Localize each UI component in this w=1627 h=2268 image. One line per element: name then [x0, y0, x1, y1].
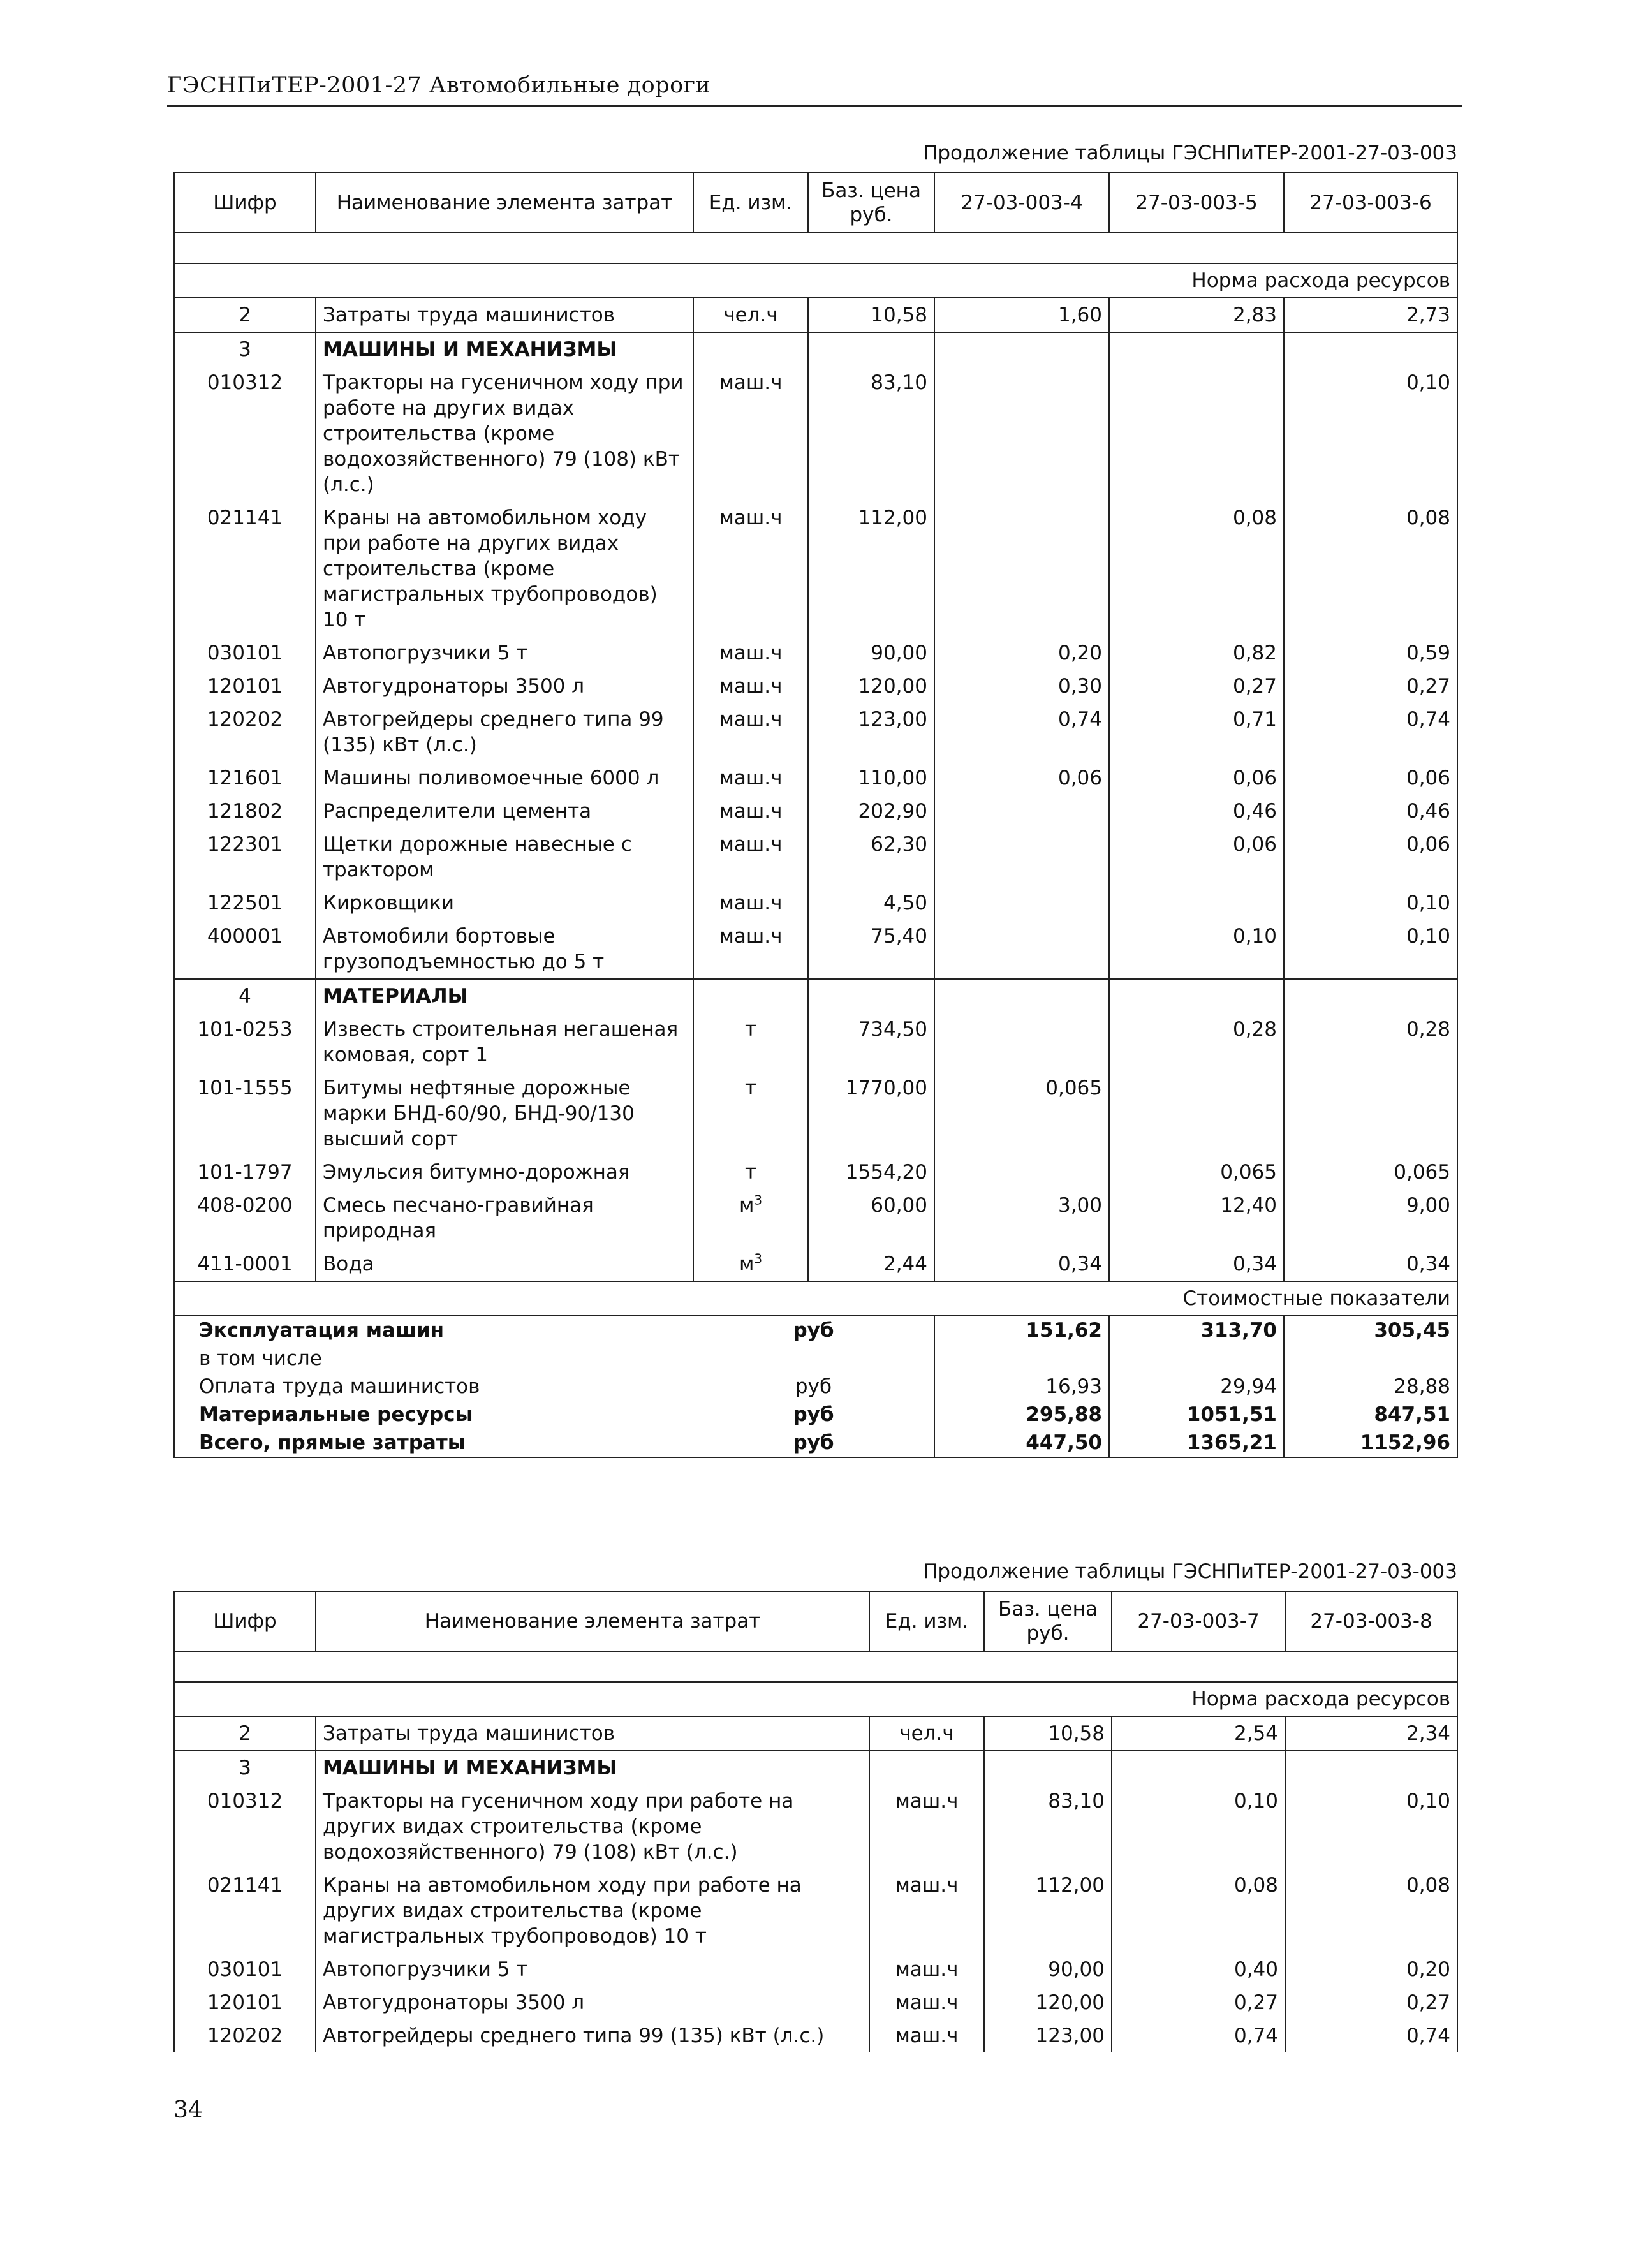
col-header-unit: Ед. изм. — [693, 173, 808, 233]
table-row: 030101 Автопогрузчики 5 т маш.ч 90,00 0,40 0,20 — [174, 1953, 1457, 1986]
page-number: 34 — [173, 2097, 203, 2123]
resource-table-1 — [173, 172, 1458, 1458]
table1-machines-body — [174, 366, 1457, 979]
table-row: 101-1797 Эмульсия битумно-дорожная т 1554,20 0,065 0,065 — [174, 1156, 1457, 1189]
col-header-norm-4: 27-03-003-4 — [934, 173, 1109, 233]
table1-costs-body — [174, 1316, 1457, 1457]
col-header-code: Шифр — [174, 1591, 316, 1651]
col-header-norm-5: 27-03-003-5 — [1109, 173, 1284, 233]
cost-row: в том числе — [174, 1344, 1457, 1373]
table1-header-row — [174, 173, 1457, 233]
table-row: 122501 Кирковщики маш.ч 4,50 0,10 — [174, 887, 1457, 920]
table-row: 2 Затраты труда машинистов чел.ч 10,58 1,60 2,83 2,73 — [174, 298, 1457, 332]
cost-row: Оплата труда машинистов руб 16,93 29,94 28,88 — [174, 1373, 1457, 1401]
col-header-unit: Ед. изм. — [869, 1591, 984, 1651]
table-row: 120101 Автогудронаторы 3500 л маш.ч 120,00 0,27 0,27 — [174, 1986, 1457, 2019]
col-header-price: Баз. цена руб. — [984, 1591, 1112, 1651]
table-row: 121802 Распределители цемента маш.ч 202,90 0,46 0,46 — [174, 795, 1457, 828]
table-row: 101-0253 Известь строительная негашеная комовая, сорт 1 т 734,50 0,28 0,28 — [174, 1013, 1457, 1071]
cost-row: Эксплуатация машин руб 151,62 313,70 305,45 — [174, 1316, 1457, 1344]
section-materials-row: 4 МАТЕРИАЛЫ — [174, 979, 1457, 1013]
table-row: 120101 Автогудронаторы 3500 л маш.ч 120,00 0,30 0,27 0,27 — [174, 670, 1457, 703]
table-row: 411-0001 Вода $м^3$ 2,44 0,34 0,34 0,34 — [174, 1248, 1457, 1281]
section-machines-row: 3 МАШИНЫ И МЕХАНИЗМЫ — [174, 332, 1457, 366]
cost-row: Материальные ресурсы руб 295,88 1051,51 847,51 — [174, 1401, 1457, 1429]
table-row: 021141 Краны на автомобильном ходу при работе на других видах строительства (кроме магистральных трубопроводов) 10 т маш.ч 112,00 0,08 0,08 — [174, 1869, 1457, 1953]
table-row: 122301 Щетки дорожные навесные с трактором маш.ч 62,30 0,06 0,06 — [174, 828, 1457, 887]
col-header-norm-7: 27-03-003-7 — [1112, 1591, 1285, 1651]
table-row: 021141 Краны на автомобильном ходу при работе на других видах строительства (кроме магистральных трубопроводов) 10 т маш.ч 112,00 0,08 0,08 — [174, 501, 1457, 637]
table-row: 101-1555 Битумы нефтяные дорожные марки БНД-60/90, БНД-90/130 высший сорт т 1770,00 0,065 — [174, 1071, 1457, 1156]
page-header — [167, 61, 1462, 107]
table-row: 010312 Тракторы на гусеничном ходу при работе на других видах строительства (кроме водохозяйственного) 79 (108) кВт (л.с.) маш.ч 83,10 0,10 0,10 — [174, 1785, 1457, 1869]
col-header-price: Баз. цена руб. — [808, 173, 934, 233]
table-row: 120202 Автогрейдеры среднего типа 99 (135) кВт (л.с.) маш.ч 123,00 0,74 0,74 — [174, 2019, 1457, 2052]
col-header-name: Наименование элемента затрат — [316, 1591, 869, 1651]
table-row: 010312 Тракторы на гусеничном ходу при работе на других видах строительства (кроме водохозяйственного) 79 (108) кВт (л.с.) маш.ч 83,10 0,10 — [174, 366, 1457, 501]
table1-cost-caption: Стоимостные показатели — [174, 1281, 1457, 1316]
col-header-norm-8: 27-03-003-8 — [1285, 1591, 1457, 1651]
table-row: 408-0200 Смесь песчано-гравийная природная $м^3$ 60,00 3,00 12,40 9,00 — [174, 1189, 1457, 1248]
col-header-name: Наименование элемента затрат — [316, 173, 693, 233]
resource-table-2 — [173, 1591, 1458, 2052]
page-header-title: ГЭСНПиТЕР-2001-27 Автомобильные дороги — [167, 73, 711, 98]
col-header-code: Шифр — [174, 173, 316, 233]
table2-norma-caption: Норма расхода ресурсов — [174, 1682, 1457, 1716]
table-row: 400001 Автомобили бортовые грузоподъемностью до 5 т маш.ч 75,40 0,10 0,10 — [174, 920, 1457, 979]
table-row: 2 Затраты труда машинистов чел.ч 10,58 2,54 2,34 — [174, 1716, 1457, 1751]
table-row: 121601 Машины поливомоечные 6000 л маш.ч 110,00 0,06 0,06 0,06 — [174, 762, 1457, 795]
table2-continuation-title: Продолжение таблицы ГЭСНПиТЕР-2001-27-03-003 — [923, 1560, 1457, 1583]
table-row: 030101 Автопогрузчики 5 т маш.ч 90,00 0,20 0,82 0,59 — [174, 637, 1457, 670]
table1-norma-caption: Норма расхода ресурсов — [174, 263, 1457, 298]
table1-materials-body — [174, 1013, 1457, 1281]
table2-header-row — [174, 1591, 1457, 1651]
table1-continuation-title: Продолжение таблицы ГЭСНПиТЕР-2001-27-03-003 — [923, 142, 1457, 165]
cost-row: Всего, прямые затраты руб 447,50 1365,21 1152,96 — [174, 1429, 1457, 1457]
table2-machines-body — [174, 1785, 1457, 2052]
col-header-norm-6: 27-03-003-6 — [1284, 173, 1457, 233]
table-row: 120202 Автогрейдеры среднего типа 99 (135) кВт (л.с.) маш.ч 123,00 0,74 0,71 0,74 — [174, 703, 1457, 762]
section-machines-row: 3 МАШИНЫ И МЕХАНИЗМЫ — [174, 1751, 1457, 1785]
